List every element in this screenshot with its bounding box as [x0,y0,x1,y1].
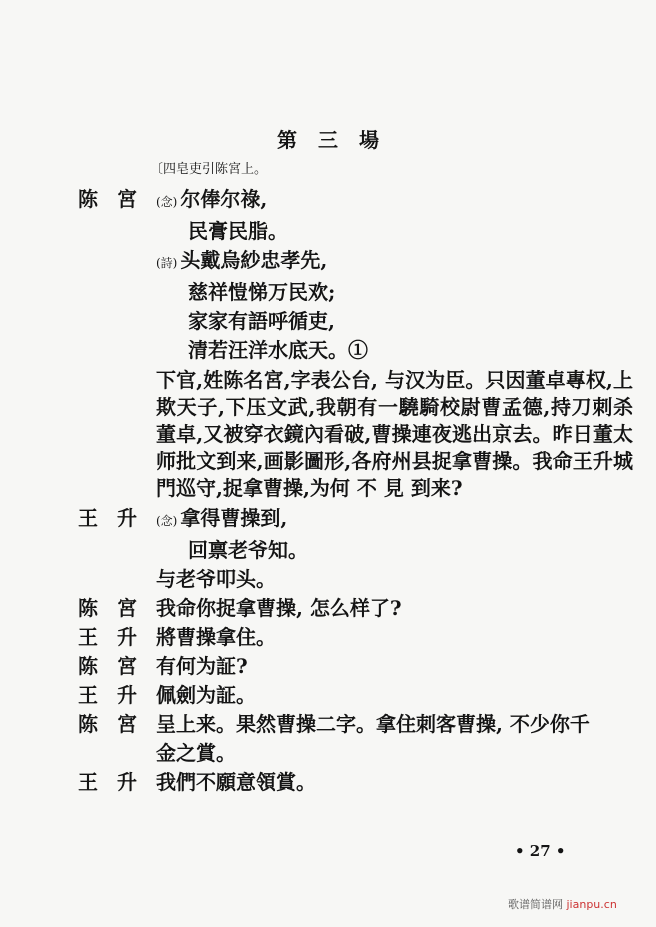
speech-row [78,625,633,650]
verse-line: (念) 尔俸尔祿, [156,187,268,211]
verse-line: 回禀老爷知。 [188,538,308,562]
speaker-wang-sheng: 王 升 [78,683,137,707]
verse-line: (念) 拿得曹操到, [156,506,288,530]
speech-row [78,770,633,795]
dialogue-line: 有何为証? [156,654,248,678]
script-body [78,187,633,799]
speech-row [78,187,633,215]
speaker-chen-gong: 陈 宮 [78,187,137,211]
poem-marker: (詩) [156,256,178,270]
dialogue-line: 金之賞。 [156,741,236,765]
speech-row [78,596,633,621]
watermark-text: 歌谱简谱网 [508,898,563,911]
recite-marker: (念) [156,195,178,209]
speaker-chen-gong: 陈 宮 [78,712,137,736]
prose-speech: 下官,姓陈名宮,字表公台, 与汉为臣。只因董卓專权,上欺天子,下压文武,我朝有一驍騎校尉曹孟德,持刀刺杀董卓,又被穿衣鏡內看破,曹操連夜逃出京去。昨日董太师批文到来,画影圖形,各府州县捉拿曹操。我命王升城門巡守,捉拿曹操,为何 不 見 到来? [156,368,633,500]
watermark-url: jianpu.cn [566,898,617,911]
speaker-wang-sheng: 王 升 [78,625,137,649]
dialogue-line: 呈上来。果然曹操二字。拿住刺客曹操, 不少你千 [156,712,590,736]
scene-title: 第 三 場 [277,128,379,152]
verse-line: 民膏民脂。 [188,219,288,243]
dialogue-line: 与老爷叩头。 [156,567,276,591]
recite-marker: (念) [156,514,178,528]
speech-row [78,712,633,737]
speaker-chen-gong: 陈 宮 [78,654,137,678]
stage-direction: 〔四皂吏引陈宮上。 [150,162,268,177]
dialogue-line: 我命你捉拿曹操, 怎么样了? [156,596,402,620]
speaker-wang-sheng: 王 升 [78,770,137,794]
dialogue-line: 我們不願意領賞。 [156,770,316,794]
dialogue-line: 佩劍为証。 [156,683,256,707]
speech-row [78,506,633,534]
speech-row [78,654,633,679]
speaker-wang-sheng: 王 升 [78,506,137,530]
verse-line: 清若汪洋水底天。① [188,338,368,362]
speaker-chen-gong: 陈 宮 [78,596,137,620]
watermark [508,898,617,912]
dialogue-line: 將曹操拿住。 [156,625,276,649]
verse-line: 家家有語呼循吏, [188,309,335,333]
page-number: • 27 • [515,842,566,860]
speech-row [78,683,633,708]
verse-line: (詩) 头戴烏紗忠孝先, [156,248,328,272]
verse-line: 慈祥愷悌万民欢; [188,280,336,304]
